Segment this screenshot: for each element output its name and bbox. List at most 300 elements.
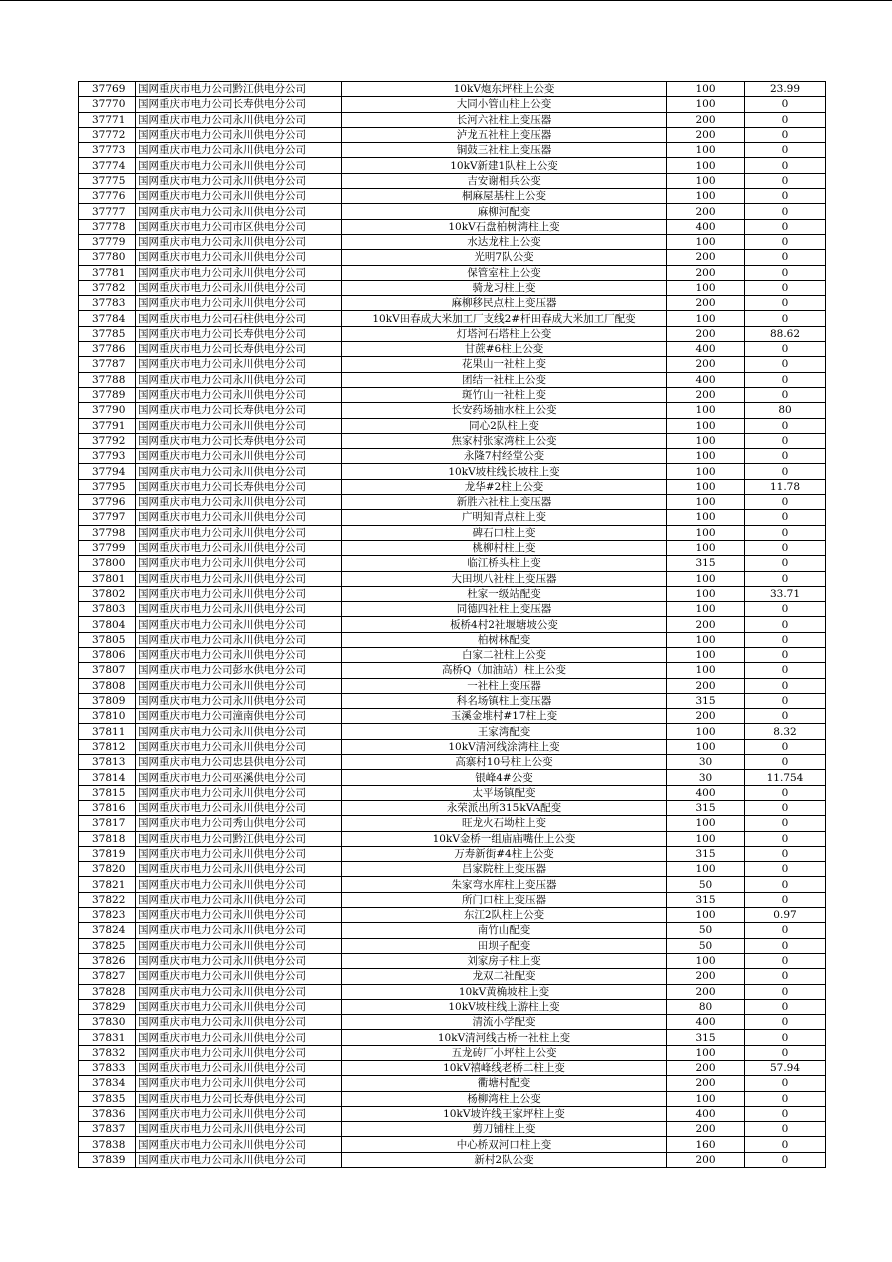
capacity-cell: 100 — [667, 724, 745, 739]
company-cell: 国网重庆市电力公司永川供电分公司 — [136, 280, 342, 295]
company-cell: 国网重庆市电力公司永川供电分公司 — [136, 510, 342, 525]
table-row — [79, 418, 826, 433]
row-id-cell: 37775 — [79, 173, 136, 188]
transformer-name-cell: 10kV坡柱线长坡柱上变 — [342, 464, 667, 479]
row-id-cell: 37816 — [79, 800, 136, 815]
table-row — [79, 433, 826, 448]
table-row — [79, 571, 826, 586]
row-id-cell: 37777 — [79, 204, 136, 219]
company-cell: 国网重庆市电力公司长寿供电分公司 — [136, 326, 342, 341]
value-cell: 11.78 — [745, 479, 826, 494]
transformer-name-cell: 朱家弯水库柱上变压器 — [342, 877, 667, 892]
row-id-cell: 37835 — [79, 1091, 136, 1106]
value-cell: 0 — [745, 632, 826, 647]
transformer-name-cell: 科名场镇柱上变压器 — [342, 693, 667, 708]
transformer-name-cell: 同德四社柱上变压器 — [342, 602, 667, 617]
company-cell: 国网重庆市电力公司永川供电分公司 — [136, 908, 342, 923]
transformer-name-cell: 南竹山配变 — [342, 923, 667, 938]
transformer-name-cell: 新村2队公变 — [342, 1152, 667, 1167]
transformer-name-cell: 10kV石盘柏树湾柱上变 — [342, 219, 667, 234]
transformer-name-cell: 长安药场抽水柱上公变 — [342, 403, 667, 418]
table-row — [79, 1152, 826, 1167]
value-cell: 0 — [745, 969, 826, 984]
capacity-cell: 30 — [667, 755, 745, 770]
table-row — [79, 678, 826, 693]
transformer-name-cell: 杜家一级站配变 — [342, 586, 667, 601]
company-cell: 国网重庆市电力公司潼南供电分公司 — [136, 709, 342, 724]
capacity-cell: 315 — [667, 846, 745, 861]
table-row — [79, 586, 826, 601]
table-row — [79, 1030, 826, 1045]
value-cell: 0.97 — [745, 908, 826, 923]
value-cell: 0 — [745, 938, 826, 953]
value-cell: 0 — [745, 342, 826, 357]
value-cell: 0 — [745, 464, 826, 479]
table-row — [79, 908, 826, 923]
table-row — [79, 1015, 826, 1030]
company-cell: 国网重庆市电力公司永川供电分公司 — [136, 999, 342, 1014]
capacity-cell: 100 — [667, 862, 745, 877]
table-row — [79, 296, 826, 311]
row-id-cell: 37780 — [79, 250, 136, 265]
value-cell: 0 — [745, 647, 826, 662]
capacity-cell: 50 — [667, 877, 745, 892]
value-cell: 57.94 — [745, 1061, 826, 1076]
row-id-cell: 37814 — [79, 770, 136, 785]
transformer-name-cell: 铜鼓三社柱上变压器 — [342, 143, 667, 158]
transformer-name-cell: 水达龙柱上公变 — [342, 234, 667, 249]
value-cell: 0 — [745, 846, 826, 861]
capacity-cell: 100 — [667, 311, 745, 326]
company-cell: 国网重庆市电力公司永川供电分公司 — [136, 418, 342, 433]
transformer-name-cell: 10kV清河线涂湾柱上变 — [342, 739, 667, 754]
capacity-cell: 400 — [667, 372, 745, 387]
capacity-cell: 200 — [667, 1122, 745, 1137]
value-cell: 0 — [745, 311, 826, 326]
table-row — [79, 938, 826, 953]
row-id-cell: 37828 — [79, 984, 136, 999]
capacity-cell: 100 — [667, 82, 745, 97]
row-id-cell: 37820 — [79, 862, 136, 877]
capacity-cell: 100 — [667, 602, 745, 617]
transformer-name-cell: 新胜六社柱上变压器 — [342, 495, 667, 510]
value-cell: 0 — [745, 112, 826, 127]
company-cell: 国网重庆市电力公司永川供电分公司 — [136, 1015, 342, 1030]
table-row — [79, 663, 826, 678]
capacity-cell: 100 — [667, 189, 745, 204]
table-row — [79, 357, 826, 372]
row-id-cell: 37790 — [79, 403, 136, 418]
capacity-cell: 200 — [667, 296, 745, 311]
transformer-name-cell: 东江2队柱上公变 — [342, 908, 667, 923]
value-cell: 0 — [745, 449, 826, 464]
transformer-name-cell: 吕家院柱上变压器 — [342, 862, 667, 877]
row-id-cell: 37786 — [79, 342, 136, 357]
table-row — [79, 204, 826, 219]
transformer-name-cell: 10kV清河线古桥一社柱上变 — [342, 1030, 667, 1045]
company-cell: 国网重庆市电力公司永川供电分公司 — [136, 632, 342, 647]
capacity-cell: 100 — [667, 816, 745, 831]
company-cell: 国网重庆市电力公司长寿供电分公司 — [136, 1091, 342, 1106]
capacity-cell: 100 — [667, 571, 745, 586]
row-id-cell: 37772 — [79, 127, 136, 142]
table-row — [79, 342, 826, 357]
capacity-cell: 100 — [667, 479, 745, 494]
row-id-cell: 37796 — [79, 495, 136, 510]
capacity-cell: 200 — [667, 250, 745, 265]
row-id-cell: 37782 — [79, 280, 136, 295]
transformer-name-cell: 王家湾配变 — [342, 724, 667, 739]
row-id-cell: 37769 — [79, 82, 136, 97]
transformer-name-cell: 吉安谢相兵公变 — [342, 173, 667, 188]
transformer-name-cell: 灯塔河石塔柱上公变 — [342, 326, 667, 341]
value-cell: 23.99 — [745, 82, 826, 97]
transformer-name-cell: 高寨村10号柱上公变 — [342, 755, 667, 770]
value-cell: 0 — [745, 1152, 826, 1167]
table-row — [79, 311, 826, 326]
company-cell: 国网重庆市电力公司永川供电分公司 — [136, 647, 342, 662]
capacity-cell: 100 — [667, 1091, 745, 1106]
capacity-cell: 200 — [667, 1076, 745, 1091]
transformer-name-cell: 碑石口柱上变 — [342, 525, 667, 540]
row-id-cell: 37833 — [79, 1061, 136, 1076]
table-row — [79, 969, 826, 984]
row-id-cell: 37819 — [79, 846, 136, 861]
value-cell: 0 — [745, 984, 826, 999]
value-cell: 33.71 — [745, 586, 826, 601]
table-row — [79, 173, 826, 188]
company-cell: 国网重庆市电力公司永川供电分公司 — [136, 250, 342, 265]
company-cell: 国网重庆市电力公司永川供电分公司 — [136, 296, 342, 311]
table-row — [79, 846, 826, 861]
table-row — [79, 479, 826, 494]
row-id-cell: 37778 — [79, 219, 136, 234]
value-cell: 0 — [745, 831, 826, 846]
value-cell: 0 — [745, 265, 826, 280]
table-row — [79, 112, 826, 127]
row-id-cell: 37808 — [79, 678, 136, 693]
table-row — [79, 387, 826, 402]
company-cell: 国网重庆市电力公司永川供电分公司 — [136, 800, 342, 815]
transformer-name-cell: 长河六社柱上变压器 — [342, 112, 667, 127]
value-cell: 0 — [745, 1091, 826, 1106]
capacity-cell: 200 — [667, 204, 745, 219]
row-id-cell: 37812 — [79, 739, 136, 754]
capacity-cell: 160 — [667, 1137, 745, 1152]
row-id-cell: 37791 — [79, 418, 136, 433]
value-cell: 0 — [745, 953, 826, 968]
value-cell: 0 — [745, 1106, 826, 1121]
capacity-cell: 50 — [667, 923, 745, 938]
value-cell: 0 — [745, 204, 826, 219]
transformer-name-cell: 广明知青点柱上变 — [342, 510, 667, 525]
company-cell: 国网重庆市电力公司永川供电分公司 — [136, 265, 342, 280]
row-id-cell: 37830 — [79, 1015, 136, 1030]
row-id-cell: 37824 — [79, 923, 136, 938]
row-id-cell: 37821 — [79, 877, 136, 892]
company-cell: 国网重庆市电力公司永川供电分公司 — [136, 739, 342, 754]
table-row — [79, 250, 826, 265]
value-cell: 0 — [745, 280, 826, 295]
transformer-name-cell: 10kV金桥一组庙庙嘴仕上公变 — [342, 831, 667, 846]
transformer-name-cell: 大同小管山柱上公变 — [342, 97, 667, 112]
transformer-name-cell: 柏树林配变 — [342, 632, 667, 647]
table-row — [79, 1091, 826, 1106]
company-cell: 国网重庆市电力公司永川供电分公司 — [136, 1076, 342, 1091]
table-row — [79, 540, 826, 555]
table-row — [79, 816, 826, 831]
transformer-name-cell: 中心桥双河口柱上变 — [342, 1137, 667, 1152]
table-row — [79, 97, 826, 112]
table-row — [79, 739, 826, 754]
transformer-name-cell: 10kV田春成大米加工厂支线2#杆田春成大米加工厂配变 — [342, 311, 667, 326]
company-cell: 国网重庆市电力公司永川供电分公司 — [136, 464, 342, 479]
capacity-cell: 200 — [667, 1152, 745, 1167]
transformer-name-cell: 团结一社柱上公变 — [342, 372, 667, 387]
capacity-cell: 100 — [667, 663, 745, 678]
company-cell: 国网重庆市电力公司永川供电分公司 — [136, 556, 342, 571]
value-cell: 0 — [745, 372, 826, 387]
transformer-name-cell: 10kV坡柱线上游柱上变 — [342, 999, 667, 1014]
value-cell: 0 — [745, 816, 826, 831]
row-id-cell: 37785 — [79, 326, 136, 341]
transformer-name-cell: 10kV禧峰线老桥二柱上变 — [342, 1061, 667, 1076]
row-id-cell: 37823 — [79, 908, 136, 923]
value-cell: 0 — [745, 234, 826, 249]
company-cell: 国网重庆市电力公司彭水供电分公司 — [136, 663, 342, 678]
capacity-cell: 315 — [667, 693, 745, 708]
table-row — [79, 510, 826, 525]
row-id-cell: 37797 — [79, 510, 136, 525]
transformer-name-cell: 五龙砖厂小坪柱上公变 — [342, 1045, 667, 1060]
row-id-cell: 37826 — [79, 953, 136, 968]
transformer-name-cell: 大田坝八社柱上变压器 — [342, 571, 667, 586]
table-row — [79, 1137, 826, 1152]
value-cell: 0 — [745, 739, 826, 754]
company-cell: 国网重庆市电力公司永川供电分公司 — [136, 617, 342, 632]
value-cell: 0 — [745, 923, 826, 938]
row-id-cell: 37836 — [79, 1106, 136, 1121]
company-cell: 国网重庆市电力公司永川供电分公司 — [136, 495, 342, 510]
company-cell: 国网重庆市电力公司永川供电分公司 — [136, 586, 342, 601]
company-cell: 国网重庆市电力公司永川供电分公司 — [136, 158, 342, 173]
row-id-cell: 37799 — [79, 540, 136, 555]
row-id-cell: 37837 — [79, 1122, 136, 1137]
row-id-cell: 37804 — [79, 617, 136, 632]
table-row — [79, 143, 826, 158]
value-cell: 88.62 — [745, 326, 826, 341]
capacity-cell: 200 — [667, 678, 745, 693]
table-row — [79, 647, 826, 662]
capacity-cell: 100 — [667, 158, 745, 173]
transformer-name-cell: 杨柳湾柱上公变 — [342, 1091, 667, 1106]
row-id-cell: 37810 — [79, 709, 136, 724]
table-row — [79, 617, 826, 632]
transformer-name-cell: 田坝子配变 — [342, 938, 667, 953]
row-id-cell: 37794 — [79, 464, 136, 479]
capacity-cell: 200 — [667, 387, 745, 402]
company-cell: 国网重庆市电力公司永川供电分公司 — [136, 969, 342, 984]
company-cell: 国网重庆市电力公司永川供电分公司 — [136, 449, 342, 464]
table-row — [79, 831, 826, 846]
capacity-cell: 400 — [667, 342, 745, 357]
value-cell: 0 — [745, 663, 826, 678]
row-id-cell: 37822 — [79, 892, 136, 907]
value-cell: 0 — [745, 617, 826, 632]
row-id-cell: 37817 — [79, 816, 136, 831]
capacity-cell: 50 — [667, 938, 745, 953]
row-id-cell: 37805 — [79, 632, 136, 647]
transformer-name-cell: 同心2队柱上变 — [342, 418, 667, 433]
company-cell: 国网重庆市电力公司忠县供电分公司 — [136, 755, 342, 770]
row-id-cell: 37806 — [79, 647, 136, 662]
row-id-cell: 37815 — [79, 785, 136, 800]
row-id-cell: 37798 — [79, 525, 136, 540]
company-cell: 国网重庆市电力公司秀山供电分公司 — [136, 816, 342, 831]
company-cell: 国网重庆市电力公司永川供电分公司 — [136, 938, 342, 953]
row-id-cell: 37781 — [79, 265, 136, 280]
table-row — [79, 127, 826, 142]
capacity-cell: 100 — [667, 831, 745, 846]
value-cell: 0 — [745, 357, 826, 372]
capacity-cell: 400 — [667, 1106, 745, 1121]
company-cell: 国网重庆市电力公司永川供电分公司 — [136, 678, 342, 693]
transformer-name-cell: 桃柳村柱上变 — [342, 540, 667, 555]
transformer-name-cell: 旺龙火石坳柱上变 — [342, 816, 667, 831]
table-row — [79, 953, 826, 968]
company-cell: 国网重庆市电力公司长寿供电分公司 — [136, 403, 342, 418]
value-cell: 11.754 — [745, 770, 826, 785]
row-id-cell: 37773 — [79, 143, 136, 158]
row-id-cell: 37793 — [79, 449, 136, 464]
table-row — [79, 464, 826, 479]
company-cell: 国网重庆市电力公司永川供电分公司 — [136, 127, 342, 142]
row-id-cell: 37825 — [79, 938, 136, 953]
capacity-cell: 200 — [667, 127, 745, 142]
row-id-cell: 37787 — [79, 357, 136, 372]
capacity-cell: 200 — [667, 984, 745, 999]
value-cell: 0 — [745, 189, 826, 204]
company-cell: 国网重庆市电力公司永川供电分公司 — [136, 189, 342, 204]
transformer-name-cell: 清流小学配变 — [342, 1015, 667, 1030]
row-id-cell: 37801 — [79, 571, 136, 586]
row-id-cell: 37774 — [79, 158, 136, 173]
table-row — [79, 892, 826, 907]
table-row — [79, 158, 826, 173]
value-cell: 0 — [745, 250, 826, 265]
table-row — [79, 449, 826, 464]
table-row — [79, 770, 826, 785]
capacity-cell: 200 — [667, 326, 745, 341]
table-row — [79, 632, 826, 647]
value-cell: 0 — [745, 892, 826, 907]
capacity-cell: 100 — [667, 540, 745, 555]
table-row — [79, 82, 826, 97]
row-id-cell: 37807 — [79, 663, 136, 678]
table-row — [79, 1045, 826, 1060]
row-id-cell: 37792 — [79, 433, 136, 448]
company-cell: 国网重庆市电力公司长寿供电分公司 — [136, 479, 342, 494]
company-cell: 国网重庆市电力公司长寿供电分公司 — [136, 342, 342, 357]
value-cell: 0 — [745, 418, 826, 433]
table-row — [79, 326, 826, 341]
company-cell: 国网重庆市电力公司巫溪供电分公司 — [136, 770, 342, 785]
transformer-name-cell: 麻柳河配变 — [342, 204, 667, 219]
value-cell: 0 — [745, 1122, 826, 1137]
company-cell: 国网重庆市电力公司永川供电分公司 — [136, 693, 342, 708]
transformer-name-cell: 永隆7村经堂公变 — [342, 449, 667, 464]
capacity-cell: 100 — [667, 908, 745, 923]
value-cell: 0 — [745, 1045, 826, 1060]
table-row — [79, 234, 826, 249]
transformer-name-cell: 甘蔗#6柱上公变 — [342, 342, 667, 357]
value-cell: 0 — [745, 525, 826, 540]
value-cell: 0 — [745, 862, 826, 877]
capacity-cell: 400 — [667, 219, 745, 234]
value-cell: 0 — [745, 127, 826, 142]
transformer-name-cell: 龙华#2柱上公变 — [342, 479, 667, 494]
capacity-cell: 100 — [667, 953, 745, 968]
row-id-cell: 37779 — [79, 234, 136, 249]
company-cell: 国网重庆市电力公司长寿供电分公司 — [136, 97, 342, 112]
table-row — [79, 877, 826, 892]
transformer-name-cell: 麻柳移民点柱上变压器 — [342, 296, 667, 311]
row-id-cell: 37838 — [79, 1137, 136, 1152]
capacity-cell: 100 — [667, 280, 745, 295]
transformer-name-cell: 泸龙五社柱上变压器 — [342, 127, 667, 142]
value-cell: 0 — [745, 433, 826, 448]
company-cell: 国网重庆市电力公司长寿供电分公司 — [136, 433, 342, 448]
capacity-cell: 200 — [667, 112, 745, 127]
table-row — [79, 495, 826, 510]
company-cell: 国网重庆市电力公司石柱供电分公司 — [136, 311, 342, 326]
company-cell: 国网重庆市电力公司永川供电分公司 — [136, 1152, 342, 1167]
transformer-name-cell: 焦家村张家湾柱上公变 — [342, 433, 667, 448]
capacity-cell: 100 — [667, 1045, 745, 1060]
table-row — [79, 800, 826, 815]
transformer-name-cell: 10kV坡许线王家坪柱上变 — [342, 1106, 667, 1121]
transformer-name-cell: 临江桥头柱上变 — [342, 556, 667, 571]
table-row — [79, 984, 826, 999]
page-top-rule — [0, 0, 892, 1]
row-id-cell: 37818 — [79, 831, 136, 846]
company-cell: 国网重庆市电力公司永川供电分公司 — [136, 387, 342, 402]
value-cell: 0 — [745, 540, 826, 555]
table-row — [79, 862, 826, 877]
value-cell: 0 — [745, 1015, 826, 1030]
capacity-cell: 100 — [667, 403, 745, 418]
company-cell: 国网重庆市电力公司永川供电分公司 — [136, 372, 342, 387]
company-cell: 国网重庆市电力公司永川供电分公司 — [136, 234, 342, 249]
transformer-name-cell: 一社柱上变压器 — [342, 678, 667, 693]
value-cell: 0 — [745, 296, 826, 311]
transformer-name-cell: 10kV炮东坪柱上公变 — [342, 82, 667, 97]
value-cell: 8.32 — [745, 724, 826, 739]
company-cell: 国网重庆市电力公司永川供电分公司 — [136, 143, 342, 158]
company-cell: 国网重庆市电力公司永川供电分公司 — [136, 724, 342, 739]
row-id-cell: 37789 — [79, 387, 136, 402]
value-cell: 0 — [745, 219, 826, 234]
capacity-cell: 315 — [667, 1030, 745, 1045]
company-cell: 国网重庆市电力公司永川供电分公司 — [136, 1061, 342, 1076]
value-cell: 0 — [745, 158, 826, 173]
value-cell: 0 — [745, 1076, 826, 1091]
company-cell: 国网重庆市电力公司永川供电分公司 — [136, 357, 342, 372]
capacity-cell: 100 — [667, 510, 745, 525]
value-cell: 0 — [745, 97, 826, 112]
value-cell: 0 — [745, 143, 826, 158]
capacity-cell: 315 — [667, 800, 745, 815]
